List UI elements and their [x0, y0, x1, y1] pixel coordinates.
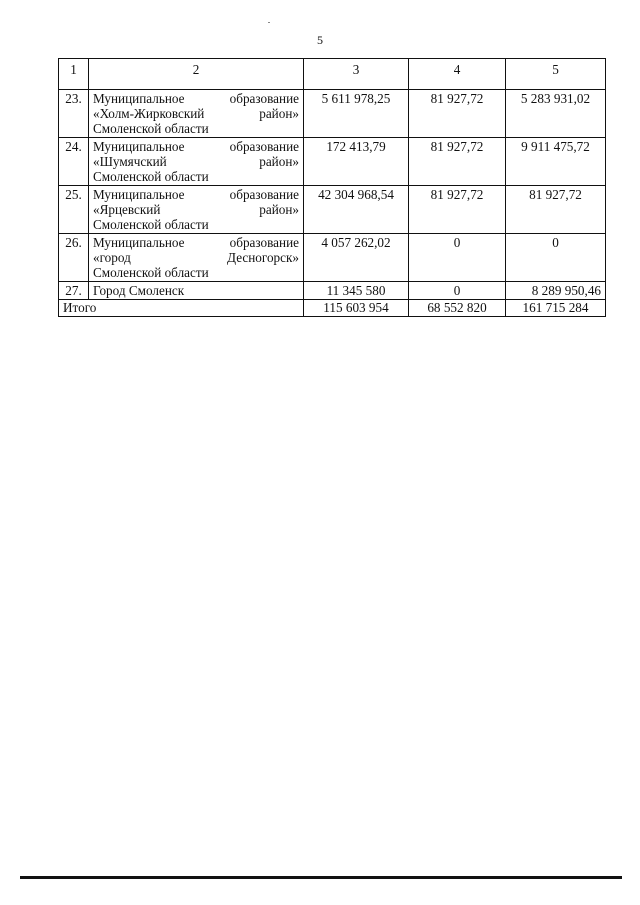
name-line: Город Смоленск: [93, 283, 185, 298]
municipality-name: [89, 186, 304, 234]
allocation-table: [58, 58, 606, 317]
header-col-1: 1: [59, 59, 89, 90]
row-number: 27.: [59, 282, 89, 300]
name-line: Смоленской области: [93, 265, 209, 280]
header-col-2: 2: [89, 59, 304, 90]
header-col-4: 4: [409, 59, 506, 90]
name-line: Муниципальное образование: [93, 139, 299, 154]
total-col-3: 115 603 954: [304, 300, 409, 317]
table-row: [59, 234, 606, 282]
table-row: [59, 90, 606, 138]
total-label: Итого: [59, 300, 304, 317]
value-col-4: 81 927,72: [409, 90, 506, 138]
header-col-5: 5: [506, 59, 606, 90]
name-line: Смоленской области: [93, 121, 209, 136]
row-number: 24.: [59, 138, 89, 186]
municipality-name: [89, 90, 304, 138]
value-col-5: 9 911 475,72: [506, 138, 606, 186]
value-col-3: 42 304 968,54: [304, 186, 409, 234]
value-col-5: 0: [506, 234, 606, 282]
municipality-name: [89, 282, 304, 300]
value-col-4: 0: [409, 234, 506, 282]
total-col-4: 68 552 820: [409, 300, 506, 317]
name-line: Муниципальное образование: [93, 91, 299, 106]
value-col-4: 81 927,72: [409, 138, 506, 186]
name-line: «Шумячский район»: [93, 154, 299, 169]
table-row: [59, 138, 606, 186]
scan-mark: [268, 22, 270, 23]
value-col-3: 172 413,79: [304, 138, 409, 186]
name-line: «Ярцевский район»: [93, 202, 299, 217]
value-col-5: 5 283 931,02: [506, 90, 606, 138]
value-col-3: 4 057 262,02: [304, 234, 409, 282]
municipality-name: [89, 234, 304, 282]
page-number: 5: [317, 33, 323, 47]
total-row: [59, 300, 606, 317]
value-col-5: 8 289 950,46: [506, 282, 606, 300]
value-col-4: 0: [409, 282, 506, 300]
footer-rule: [20, 876, 622, 879]
header-col-3: 3: [304, 59, 409, 90]
table-row: [59, 282, 606, 300]
name-line: «Холм-Жирковский район»: [93, 106, 299, 121]
value-col-3: 5 611 978,25: [304, 90, 409, 138]
value-col-4: 81 927,72: [409, 186, 506, 234]
row-number: 23.: [59, 90, 89, 138]
total-col-5: 161 715 284: [506, 300, 606, 317]
row-number: 25.: [59, 186, 89, 234]
municipality-name: [89, 138, 304, 186]
name-line: «город Десногорск»: [93, 250, 299, 265]
name-line: Муниципальное образование: [93, 235, 299, 250]
name-line: Смоленской области: [93, 217, 209, 232]
row-number: 26.: [59, 234, 89, 282]
table-row: [59, 186, 606, 234]
value-col-3: 11 345 580: [304, 282, 409, 300]
name-line: Смоленской области: [93, 169, 209, 184]
name-line: Муниципальное образование: [93, 187, 299, 202]
value-col-5: 81 927,72: [506, 186, 606, 234]
table-header-row: [59, 59, 606, 90]
